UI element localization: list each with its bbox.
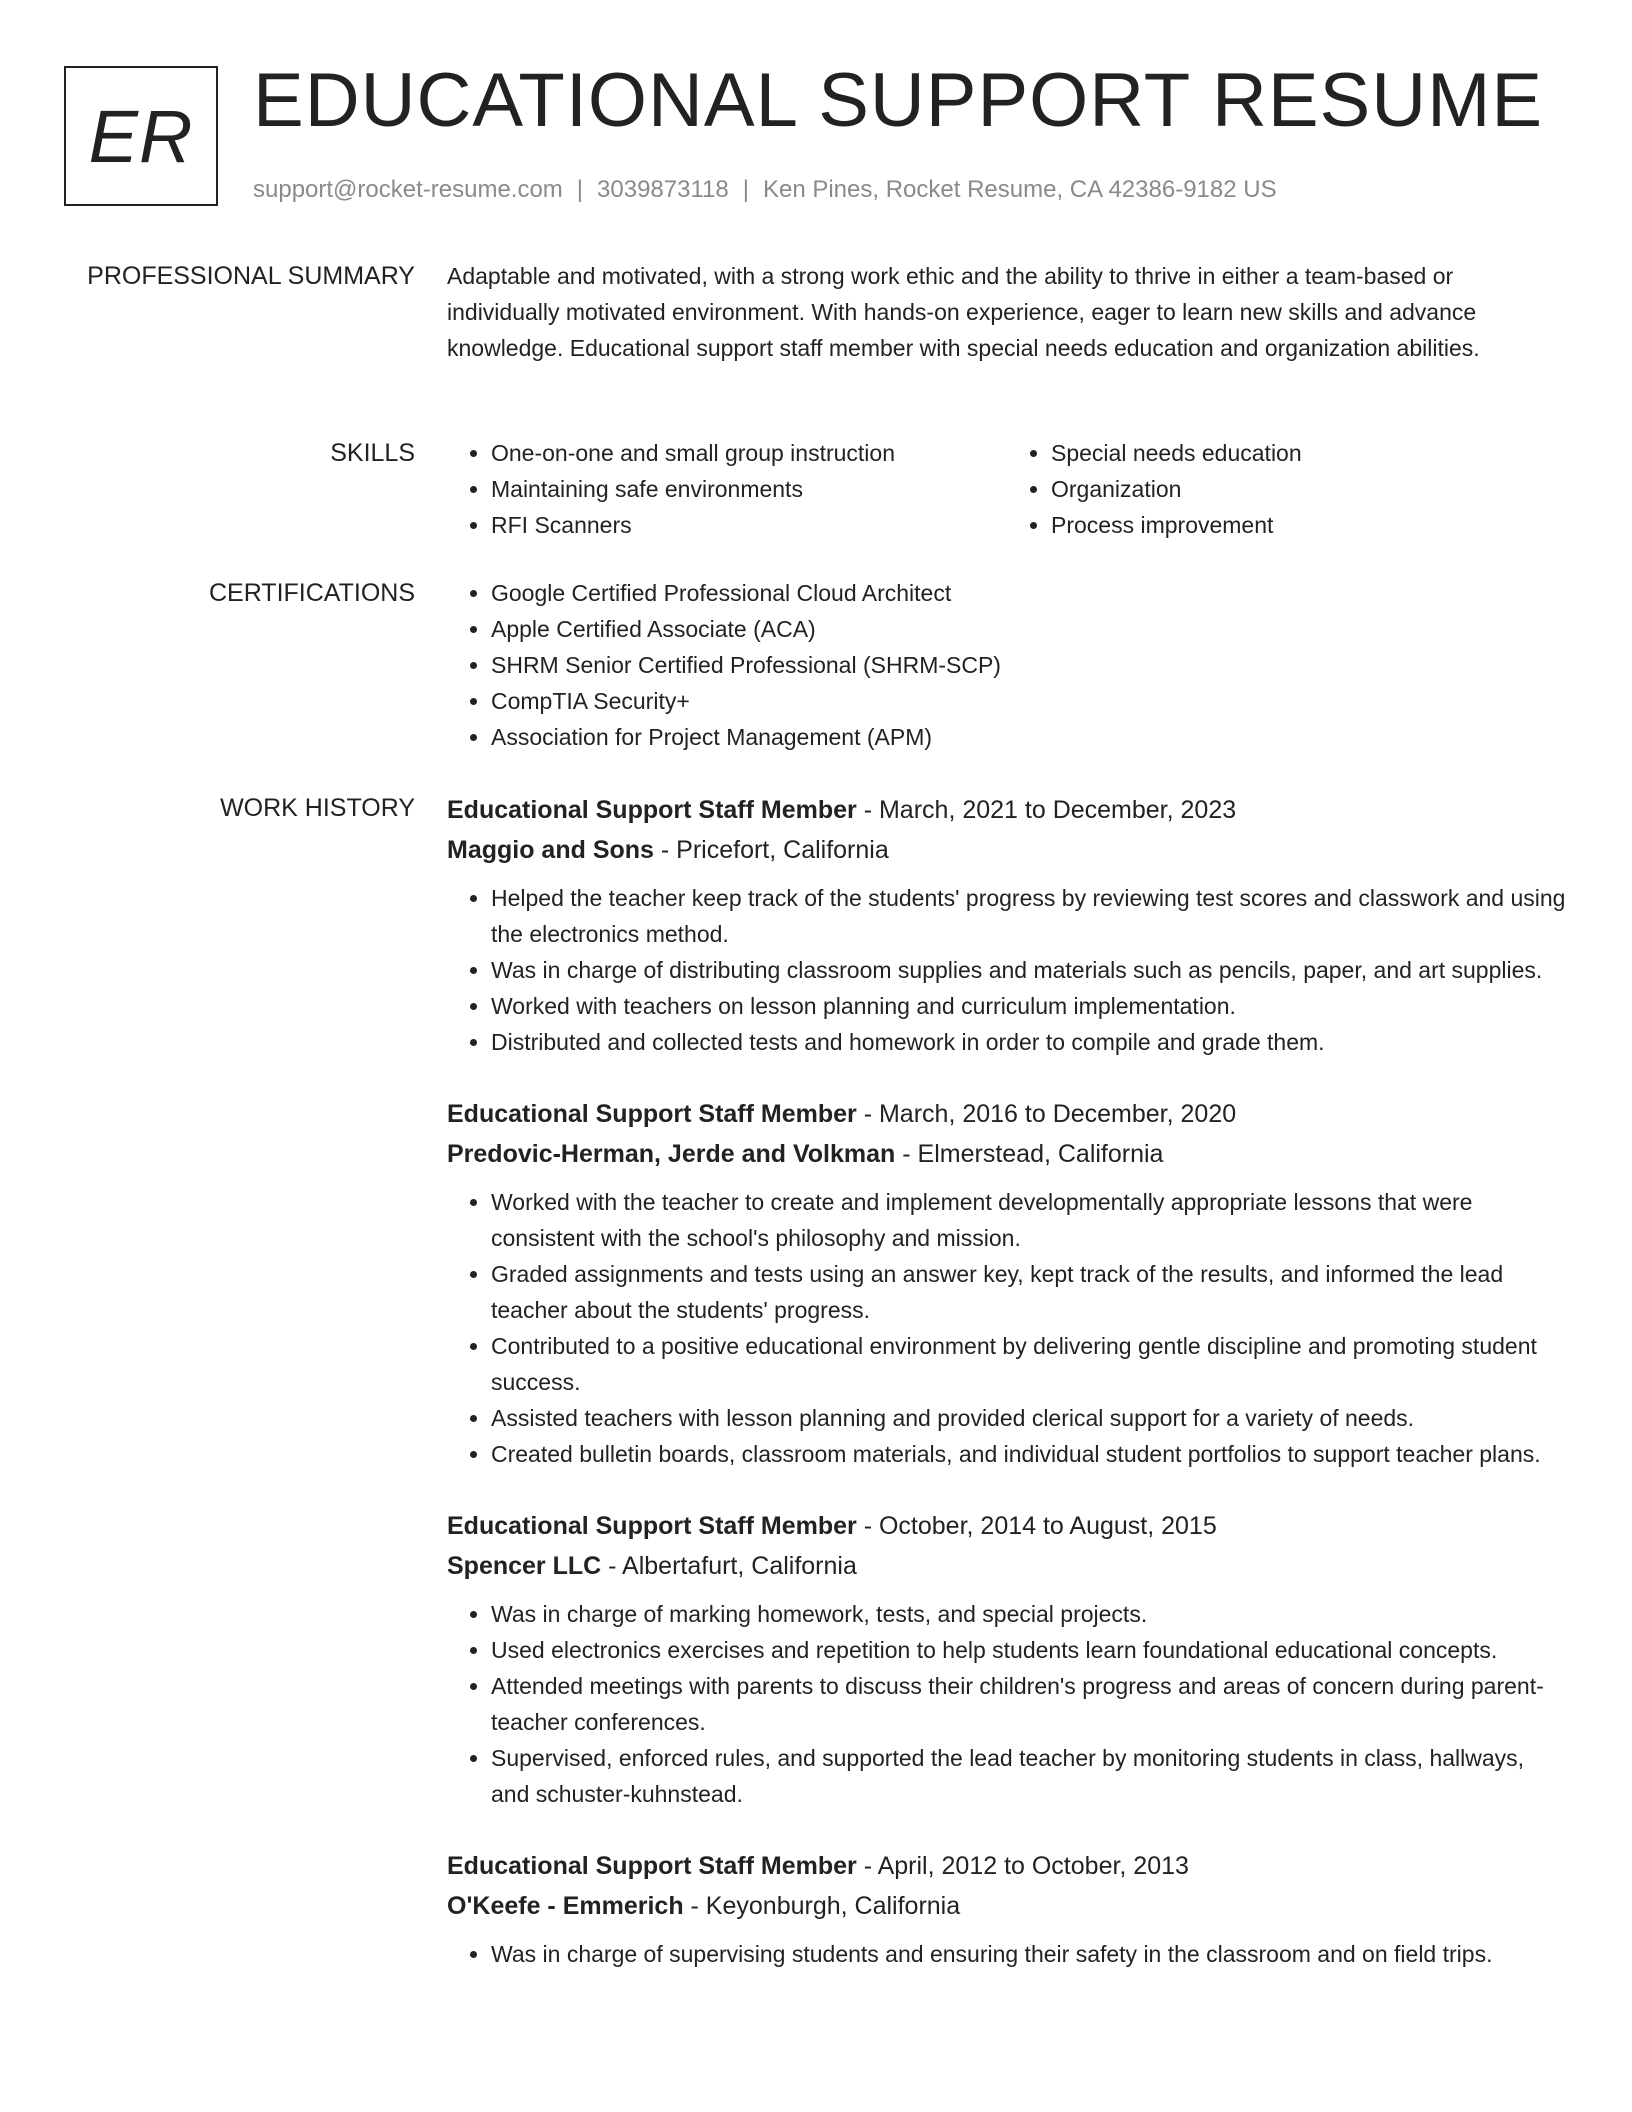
contact-email: support@rocket-resume.com xyxy=(253,176,563,203)
contact-separator: | xyxy=(576,176,584,203)
job-entry xyxy=(447,1846,1567,1972)
job-bullet: • Created bulletin boards, classroom materials, and individual student portfolios to support teacher plans. xyxy=(491,1436,1567,1472)
job-location: - Elmerstead, California xyxy=(895,1140,1164,1168)
job-title: Educational Support Staff Member xyxy=(447,1100,857,1128)
summary-content xyxy=(447,258,1567,366)
skills-content xyxy=(447,435,1567,543)
job-bullet: • Worked with the teacher to create and implement developmentally appropriate lessons that were consistent with the school's philosophy and mission. xyxy=(491,1184,1567,1256)
work-history-content xyxy=(447,790,1567,2006)
contact-separator: | xyxy=(742,176,749,203)
page-title: EDUCATIONAL SUPPORT RESUME xyxy=(253,58,1544,143)
skill-item: • Organization xyxy=(1051,471,1567,507)
job-company: Spencer LLC xyxy=(447,1552,602,1580)
skill-item: • RFI Scanners xyxy=(491,507,1007,543)
job-location: - Albertafurt, California xyxy=(601,1552,857,1580)
job-bullet: • Was in charge of supervising students and ensuring their safety in the classroom and on field trips. xyxy=(491,1936,1567,1972)
job-bullet: • Assisted teachers with lesson planning and provided clerical support for a variety of needs. xyxy=(491,1400,1567,1436)
job-title: Educational Support Staff Member xyxy=(447,1512,857,1540)
certification-item: • Google Certified Professional Cloud Architect xyxy=(491,575,1567,611)
job-entry xyxy=(447,790,1567,1060)
job-title-line xyxy=(447,790,1567,830)
job-title: Educational Support Staff Member xyxy=(447,796,857,824)
section-label-work-history: WORK HISTORY xyxy=(220,794,415,822)
monogram-badge: ER xyxy=(64,66,218,206)
section-label-certifications: CERTIFICATIONS xyxy=(208,579,415,607)
contact-phone: 3039873118 xyxy=(597,176,729,203)
summary-text: Adaptable and motivated, with a strong work ethic and the ability to thrive in either a team-based or individually motivated environment. With hands-on experience, eager to learn new skills and advance knowledge. Educational support staff member with special needs education and organization abilities. xyxy=(447,263,1480,361)
skills-list-left xyxy=(447,435,1007,543)
job-bullet: • Used electronics exercises and repetition to help students learn foundational educational concepts. xyxy=(491,1632,1567,1668)
job-title-line xyxy=(447,1506,1567,1546)
job-company: Maggio and Sons xyxy=(447,836,654,864)
job-bullet: • Helped the teacher keep track of the students' progress by reviewing test scores and classwork and using the electronics method. xyxy=(491,880,1567,952)
contact-address: Ken Pines, Rocket Resume, CA 42386-9182 US xyxy=(762,176,1277,203)
job-bullets xyxy=(447,1936,1567,1972)
skill-item: • Process improvement xyxy=(1051,507,1567,543)
job-bullet: • Contributed to a positive educational environment by delivering gentle discipline and promoting student success. xyxy=(491,1328,1567,1400)
job-entry xyxy=(447,1506,1567,1812)
contact-line xyxy=(253,176,1277,204)
job-dates: - March, 2016 to December, 2020 xyxy=(856,1100,1237,1128)
job-dates: - March, 2021 to December, 2023 xyxy=(856,796,1237,824)
job-bullet: • Was in charge of marking homework, tests, and special projects. xyxy=(491,1596,1567,1632)
certifications-content xyxy=(447,575,1567,755)
job-title: Educational Support Staff Member xyxy=(447,1852,857,1880)
section-label-summary: PROFESSIONAL SUMMARY xyxy=(87,262,415,290)
job-bullets xyxy=(447,880,1567,1060)
skill-item: • One-on-one and small group instruction xyxy=(491,435,1007,471)
certification-item: • Association for Project Management (APM) xyxy=(491,719,1567,755)
certifications-list xyxy=(447,575,1567,755)
job-bullet: • Attended meetings with parents to discuss their children's progress and areas of concern during parent-teacher conferences. xyxy=(491,1668,1567,1740)
job-bullet: • Supervised, enforced rules, and supported the lead teacher by monitoring students in class, hallways, and schuster-kuhnstead. xyxy=(491,1740,1567,1812)
certification-item: • CompTIA Security+ xyxy=(491,683,1567,719)
skill-item: • Maintaining safe environments xyxy=(491,471,1007,507)
certification-item: • Apple Certified Associate (ACA) xyxy=(491,611,1567,647)
job-company-line xyxy=(447,1134,1567,1174)
job-bullets xyxy=(447,1596,1567,1812)
job-company: Predovic-Herman, Jerde and Volkman xyxy=(447,1140,896,1168)
job-bullets xyxy=(447,1184,1567,1472)
job-company-line xyxy=(447,830,1567,870)
job-title-line xyxy=(447,1846,1567,1886)
job-title-line xyxy=(447,1094,1567,1134)
job-bullet: • Distributed and collected tests and homework in order to compile and grade them. xyxy=(491,1024,1567,1060)
skills-list-right xyxy=(1007,435,1567,543)
job-location: - Pricefort, California xyxy=(653,836,889,864)
job-location: - Keyonburgh, California xyxy=(683,1892,961,1920)
job-dates: - October, 2014 to August, 2015 xyxy=(856,1512,1217,1540)
job-company-line xyxy=(447,1546,1567,1586)
skill-item: • Special needs education xyxy=(1051,435,1567,471)
job-bullet: • Worked with teachers on lesson planning and curriculum implementation. xyxy=(491,988,1567,1024)
job-company-line xyxy=(447,1886,1567,1926)
job-bullet: • Graded assignments and tests using an answer key, kept track of the results, and informed the lead teacher about the students' progress. xyxy=(491,1256,1567,1328)
job-entry xyxy=(447,1094,1567,1472)
job-company: O'Keefe - Emmerich xyxy=(447,1892,684,1920)
certification-item: • SHRM Senior Certified Professional (SHRM-SCP) xyxy=(491,647,1567,683)
job-dates: - April, 2012 to October, 2013 xyxy=(856,1852,1189,1880)
job-bullet: • Was in charge of distributing classroom supplies and materials such as pencils, paper, and art supplies. xyxy=(491,952,1567,988)
section-label-skills: SKILLS xyxy=(330,439,415,467)
